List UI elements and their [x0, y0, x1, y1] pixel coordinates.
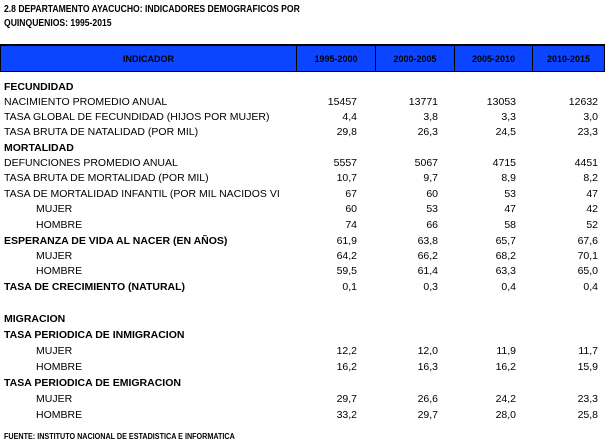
- value-cell: 66: [426, 219, 438, 231]
- header-indicator: INDICADOR: [0, 45, 297, 72]
- row-label: TASA GLOBAL DE FECUNDIDAD (HIJOS POR MUJER): [4, 111, 270, 123]
- value-cell: 74: [345, 219, 357, 231]
- title-line-2: QUINQUENIOS: 1995-2015: [4, 18, 112, 29]
- value-cell: 11,9: [496, 345, 516, 357]
- row-label: TASA BRUTA DE MORTALIDAD (POR MIL): [4, 172, 209, 184]
- value-cell: 12,0: [417, 345, 438, 357]
- table-row: [0, 156, 605, 171]
- value-cell: 0,1: [342, 281, 357, 293]
- row-label: ESPERANZA DE VIDA AL NACER (EN AÑOS): [4, 235, 228, 247]
- value-cell: 9,7: [423, 172, 438, 184]
- value-cell: 8,9: [501, 172, 516, 184]
- value-cell: 11,7: [578, 345, 598, 357]
- value-cell: 16,2: [336, 361, 357, 373]
- value-cell: 3,0: [583, 111, 598, 123]
- row-label: NACIMIENTO PROMEDIO ANUAL: [4, 96, 168, 108]
- row-label: MUJER: [36, 203, 73, 215]
- table-row: [0, 249, 605, 264]
- header-period-3: 2005-2010: [454, 45, 533, 72]
- row-label: FECUNDIDAD: [4, 81, 74, 93]
- value-cell: 33,2: [336, 409, 357, 421]
- value-cell: 26,3: [417, 126, 438, 138]
- row-label: HOMBRE: [36, 265, 83, 277]
- row-label: TASA PERIODICA DE EMIGRACION: [4, 377, 181, 389]
- value-cell: 61,4: [417, 265, 438, 277]
- row-label: HOMBRE: [36, 409, 83, 421]
- value-cell: 4715: [492, 157, 516, 169]
- table-row: [0, 376, 605, 391]
- value-cell: 3,3: [501, 111, 516, 123]
- row-label: MUJER: [36, 345, 73, 357]
- table-row: [0, 171, 605, 186]
- value-cell: 64,2: [336, 250, 357, 262]
- value-cell: 0,3: [423, 281, 438, 293]
- value-cell: 13053: [486, 96, 516, 108]
- value-cell: 26,6: [417, 393, 438, 405]
- table-row: [0, 328, 605, 343]
- value-cell: 60: [345, 203, 357, 215]
- value-cell: 0,4: [501, 281, 516, 293]
- row-label: TASA DE CRECIMIENTO (NATURAL): [4, 281, 186, 293]
- row-label: TASA PERIODICA DE INMIGRACION: [4, 329, 185, 341]
- value-cell: 47: [504, 203, 516, 215]
- value-cell: 16,3: [417, 361, 438, 373]
- value-cell: 60: [426, 188, 438, 200]
- value-cell: 53: [504, 188, 516, 200]
- source-note: FUENTE: INSTITUTO NACIONAL DE ESTADISTICA E INFORMATICA: [4, 432, 235, 441]
- value-cell: 25,8: [577, 409, 598, 421]
- row-label: TASA DE MORTALIDAD INFANTIL (POR MIL NACIDOS VI: [4, 188, 280, 200]
- value-cell: 52: [586, 219, 598, 231]
- header-period-2: 2000-2005: [375, 45, 455, 72]
- value-cell: 65,7: [495, 235, 516, 247]
- table-row: [0, 187, 605, 202]
- value-cell: 4,4: [342, 111, 357, 123]
- row-label: MUJER: [36, 393, 73, 405]
- value-cell: 23,3: [577, 393, 598, 405]
- value-cell: 42: [586, 203, 598, 215]
- title-line-1: 2.8 DEPARTAMENTO AYACUCHO: INDICADORES DEMOGRAFICOS POR: [4, 4, 300, 15]
- value-cell: 47: [586, 188, 598, 200]
- document-title: [4, 3, 300, 31]
- table-row: [0, 312, 605, 327]
- value-cell: 10,7: [336, 172, 357, 184]
- value-cell: 65,0: [577, 265, 598, 277]
- value-cell: 53: [426, 203, 438, 215]
- value-cell: 12632: [568, 96, 598, 108]
- value-cell: 29,7: [336, 393, 357, 405]
- table-row: [0, 218, 605, 233]
- value-cell: 8,2: [583, 172, 598, 184]
- table-row: [0, 125, 605, 140]
- value-cell: 15,9: [577, 361, 598, 373]
- table-row: [0, 234, 605, 249]
- value-cell: 13771: [408, 96, 438, 108]
- row-label: TASA BRUTA DE NATALIDAD (POR MIL): [4, 126, 199, 138]
- value-cell: 59,5: [336, 265, 357, 277]
- value-cell: 66,2: [417, 250, 438, 262]
- value-cell: 28,0: [495, 409, 516, 421]
- table-row: [0, 408, 605, 423]
- row-label: HOMBRE: [36, 361, 83, 373]
- header-period-1: 1995-2000: [296, 45, 376, 72]
- table-row: [0, 392, 605, 407]
- row-label: MORTALIDAD: [4, 142, 74, 154]
- value-cell: 24,2: [495, 393, 516, 405]
- value-cell: 3,8: [423, 111, 438, 123]
- table-row: [0, 110, 605, 125]
- value-cell: 23,3: [577, 126, 598, 138]
- value-cell: 5067: [414, 157, 438, 169]
- table-row: [0, 280, 605, 295]
- table-row: [0, 95, 605, 110]
- value-cell: 58: [504, 219, 516, 231]
- header-period-4: 2010-2015: [532, 45, 605, 72]
- value-cell: 70,1: [577, 250, 598, 262]
- value-cell: 15457: [327, 96, 357, 108]
- value-cell: 24,5: [495, 126, 516, 138]
- value-cell: 12,2: [336, 345, 357, 357]
- value-cell: 67: [345, 188, 357, 200]
- table-row: [0, 295, 605, 310]
- row-label: MUJER: [36, 250, 73, 262]
- value-cell: 63,3: [495, 265, 516, 277]
- table-row: [0, 141, 605, 156]
- table-row: [0, 264, 605, 279]
- row-label: DEFUNCIONES PROMEDIO ANUAL: [4, 157, 178, 169]
- value-cell: 4451: [574, 157, 598, 169]
- value-cell: 61,9: [336, 235, 357, 247]
- table-row: [0, 360, 605, 375]
- table-row: [0, 80, 605, 95]
- value-cell: 63,8: [417, 235, 438, 247]
- row-label: MIGRACION: [4, 313, 66, 325]
- value-cell: 5557: [333, 157, 357, 169]
- value-cell: 67,6: [577, 235, 598, 247]
- value-cell: 68,2: [495, 250, 516, 262]
- value-cell: 0,4: [583, 281, 598, 293]
- table-row: [0, 344, 605, 359]
- value-cell: 29,8: [336, 126, 357, 138]
- table-row: [0, 202, 605, 217]
- row-label: HOMBRE: [36, 219, 83, 231]
- value-cell: 29,7: [417, 409, 438, 421]
- value-cell: 16,2: [495, 361, 516, 373]
